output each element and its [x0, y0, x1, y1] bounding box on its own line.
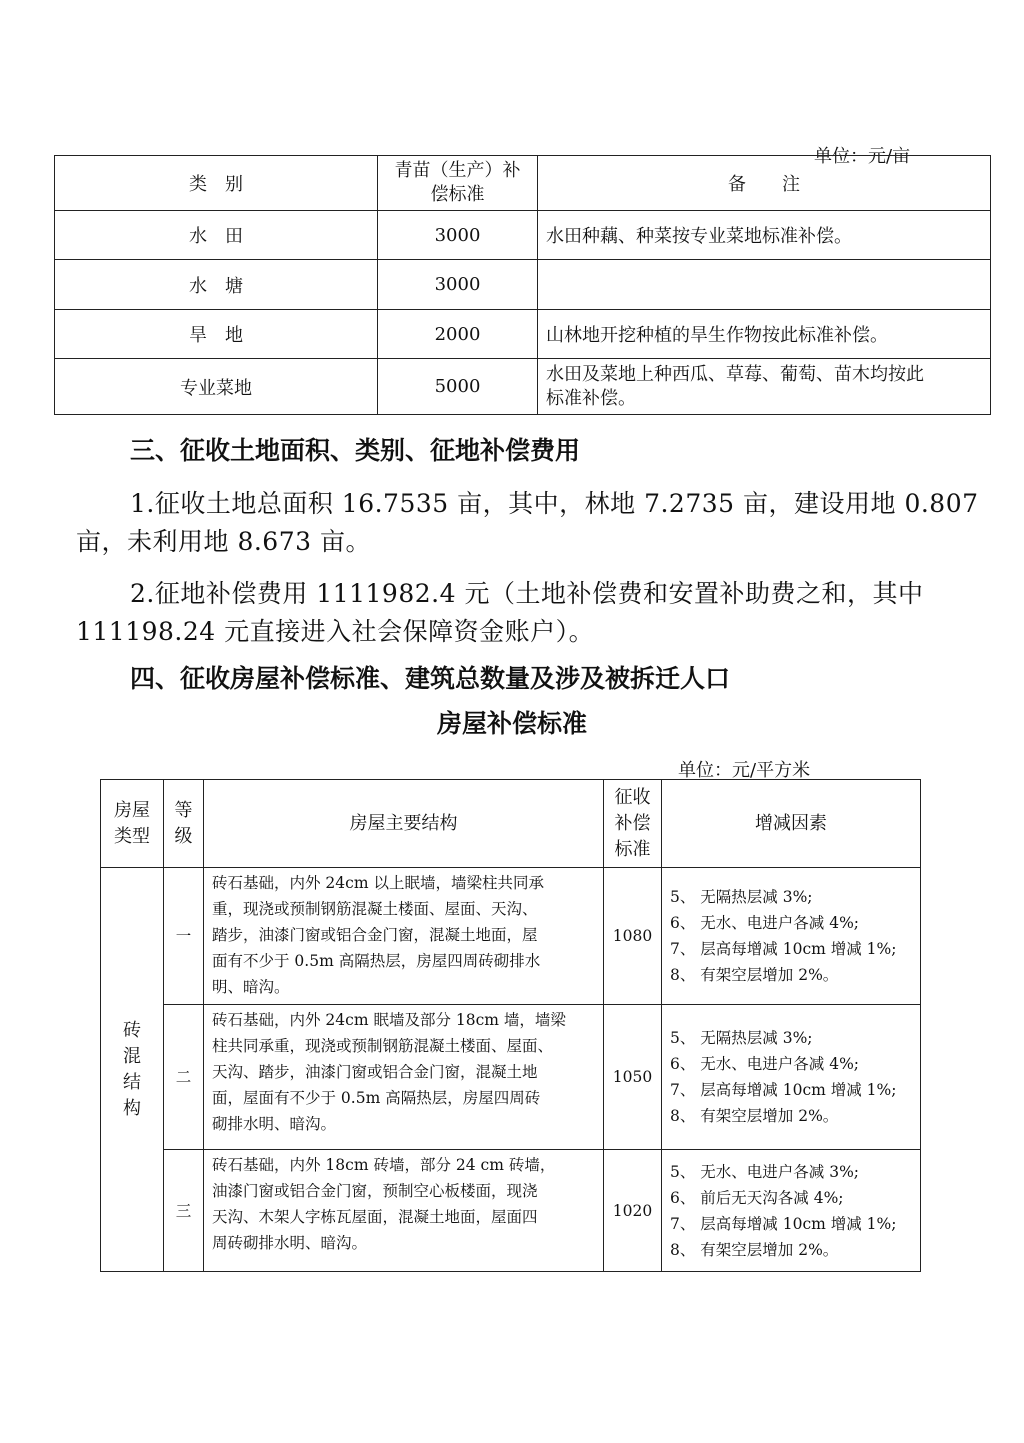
structure-line: 天沟、踏步，油漆门窗或铝合金门窗，混凝土地 [212, 1063, 538, 1081]
row-remark-line1: 水田及菜地上种西瓜、草莓、葡萄、苗木均按此 [546, 363, 924, 385]
table-row [101, 868, 921, 1005]
header-grade-line2: 级 [174, 825, 193, 847]
table-row [101, 1005, 921, 1150]
header-structure: 房屋主要结构 [204, 780, 604, 868]
structure-line: 柱共同承重，现浇或预制钢筋混凝土楼面、屋面、 [212, 1037, 554, 1055]
header-factors: 增减因素 [662, 780, 921, 868]
seedling-compensation-table [54, 155, 991, 415]
factors-cell [662, 1005, 921, 1150]
header-house-type-line1: 房屋 [114, 799, 150, 821]
grade-cell: 三 [164, 1150, 204, 1272]
row-remark [538, 260, 991, 310]
row-remark [538, 359, 991, 415]
section3-paragraph2-line1: 2.征地补偿费用 1111982.4 元（土地补偿费和安置补助费之和，其中 [130, 579, 924, 608]
header-remark: 备 注 [538, 156, 991, 211]
header-house-type [101, 780, 164, 868]
header-house-type-line2: 类型 [114, 825, 150, 847]
structure-line: 砖石基础，内外 18cm 砖墙，部分 24 cm 砖墙， [212, 1156, 556, 1174]
house-compensation-table [100, 779, 921, 1272]
structure-line: 面有不少于 0.5m 高隔热层，房屋四周砖砌排水 [212, 952, 541, 970]
header-grade [164, 780, 204, 868]
header-standard-line2: 补偿 [614, 812, 651, 834]
factor-item: 8、 有架空层增加 2%。 [670, 1240, 839, 1259]
structure-line: 天沟、木架人字栋瓦屋面，混凝土地面，屋面四 [212, 1208, 538, 1226]
grade-cell: 二 [164, 1005, 204, 1150]
row-value: 3000 [378, 260, 538, 310]
structure-line: 砖石基础，内外 24cm 以上眠墙，墙梁柱共同承 [212, 874, 544, 892]
factor-item: 5、 无隔热层减 3%; [670, 888, 813, 906]
section3-paragraph1-line2: 亩，未利用地 8.673 亩。 [76, 527, 371, 556]
table-header-row [101, 780, 921, 868]
structure-line: 明、暗沟。 [212, 978, 290, 996]
section3-paragraph1-line1: 1.征收土地总面积 16.7535 亩，其中，林地 7.2735 亩，建设用地 0.807 [130, 489, 979, 518]
row-remark: 水田种藕、种菜按专业菜地标准补偿。 [538, 211, 991, 260]
factor-item: 7、 层高每增减 10cm 增减 1%; [670, 1081, 897, 1099]
table-row [55, 310, 991, 359]
structure-cell [204, 868, 604, 1005]
factors-cell [662, 868, 921, 1005]
factor-item: 6、 前后无天沟各减 4%; [670, 1188, 844, 1207]
structure-line: 踏步，油漆门窗或铝合金门窗，混凝土地面，屋 [212, 926, 538, 944]
house-type-cell [101, 868, 164, 1272]
row-category: 专业菜地 [55, 359, 378, 415]
table-row [101, 1150, 921, 1272]
header-standard-line3: 标准 [614, 838, 651, 860]
table-row [55, 359, 991, 415]
row-remark-line2: 标准补偿。 [546, 387, 636, 409]
row-value: 3000 [378, 211, 538, 260]
house-type-char: 砖 [123, 1019, 141, 1041]
structure-line: 砌排水明、暗沟。 [212, 1115, 337, 1133]
factor-item: 6、 无水、电进户各减 4%; [670, 1055, 860, 1073]
standard-value: 1020 [604, 1150, 662, 1272]
factor-item: 6、 无水、电进户各减 4%; [670, 914, 860, 932]
header-standard-line2: 偿标准 [430, 184, 485, 205]
row-remark: 山林地开挖种植的旱生作物按此标准补偿。 [538, 310, 991, 359]
row-value: 5000 [378, 359, 538, 415]
row-category: 旱 地 [55, 310, 378, 359]
section3-heading: 三、征收土地面积、类别、征地补偿费用 [130, 436, 581, 465]
structure-cell [204, 1150, 604, 1272]
table-header-row [55, 156, 991, 211]
factor-item: 5、 无隔热层减 3%; [670, 1029, 813, 1047]
structure-line: 砖石基础，内外 24cm 眠墙及部分 18cm 墙，墙梁 [212, 1011, 566, 1029]
house-table-title: 房屋补偿标准 [436, 709, 587, 738]
factors-cell [662, 1150, 921, 1272]
section4-heading: 四、征收房屋补偿标准、建筑总数量及涉及被拆迁人口 [130, 664, 731, 693]
table1-unit: 单位：元/亩 [814, 146, 911, 167]
factor-item: 7、 层高每增减 10cm 增减 1%; [670, 940, 897, 958]
header-standard-line1: 青苗（生产）补 [394, 160, 521, 181]
header-grade-line1: 等 [174, 799, 193, 821]
standard-value: 1050 [604, 1005, 662, 1150]
house-type-char: 混 [123, 1045, 141, 1067]
house-type-char: 结 [123, 1071, 141, 1093]
structure-cell [204, 1005, 604, 1150]
header-standard [378, 156, 538, 211]
table2-unit: 单位：元/平方米 [678, 760, 811, 781]
row-value: 2000 [378, 310, 538, 359]
table-row [55, 260, 991, 310]
standard-value: 1080 [604, 868, 662, 1005]
structure-line: 周砖砌排水明、暗沟。 [212, 1234, 368, 1252]
factor-item: 8、 有架空层增加 2%。 [670, 1107, 839, 1125]
table-row [55, 211, 991, 260]
section3-paragraph2-line2: 111198.24 元直接进入社会保障资金账户）。 [76, 617, 595, 646]
header-category: 类 别 [55, 156, 378, 211]
factor-item: 8、 有架空层增加 2%。 [670, 966, 839, 984]
grade-cell: 一 [164, 868, 204, 1005]
structure-line: 油漆门窗或铝合金门窗，预制空心板楼面，现浇 [212, 1182, 538, 1200]
row-category: 水 塘 [55, 260, 378, 310]
header-standard-line1: 征收 [614, 786, 651, 808]
factor-item: 7、 层高每增减 10cm 增减 1%; [670, 1214, 897, 1233]
header-standard [604, 780, 662, 868]
structure-line: 重，现浇或预制钢筋混凝土楼面、屋面、天沟、 [212, 900, 538, 918]
structure-line: 面，屋面有不少于 0.5m 高隔热层，房屋四周砖 [212, 1089, 541, 1107]
house-type-char: 构 [123, 1097, 141, 1119]
factor-item: 5、 无水、电进户各减 3%; [670, 1162, 860, 1181]
row-category: 水 田 [55, 211, 378, 260]
